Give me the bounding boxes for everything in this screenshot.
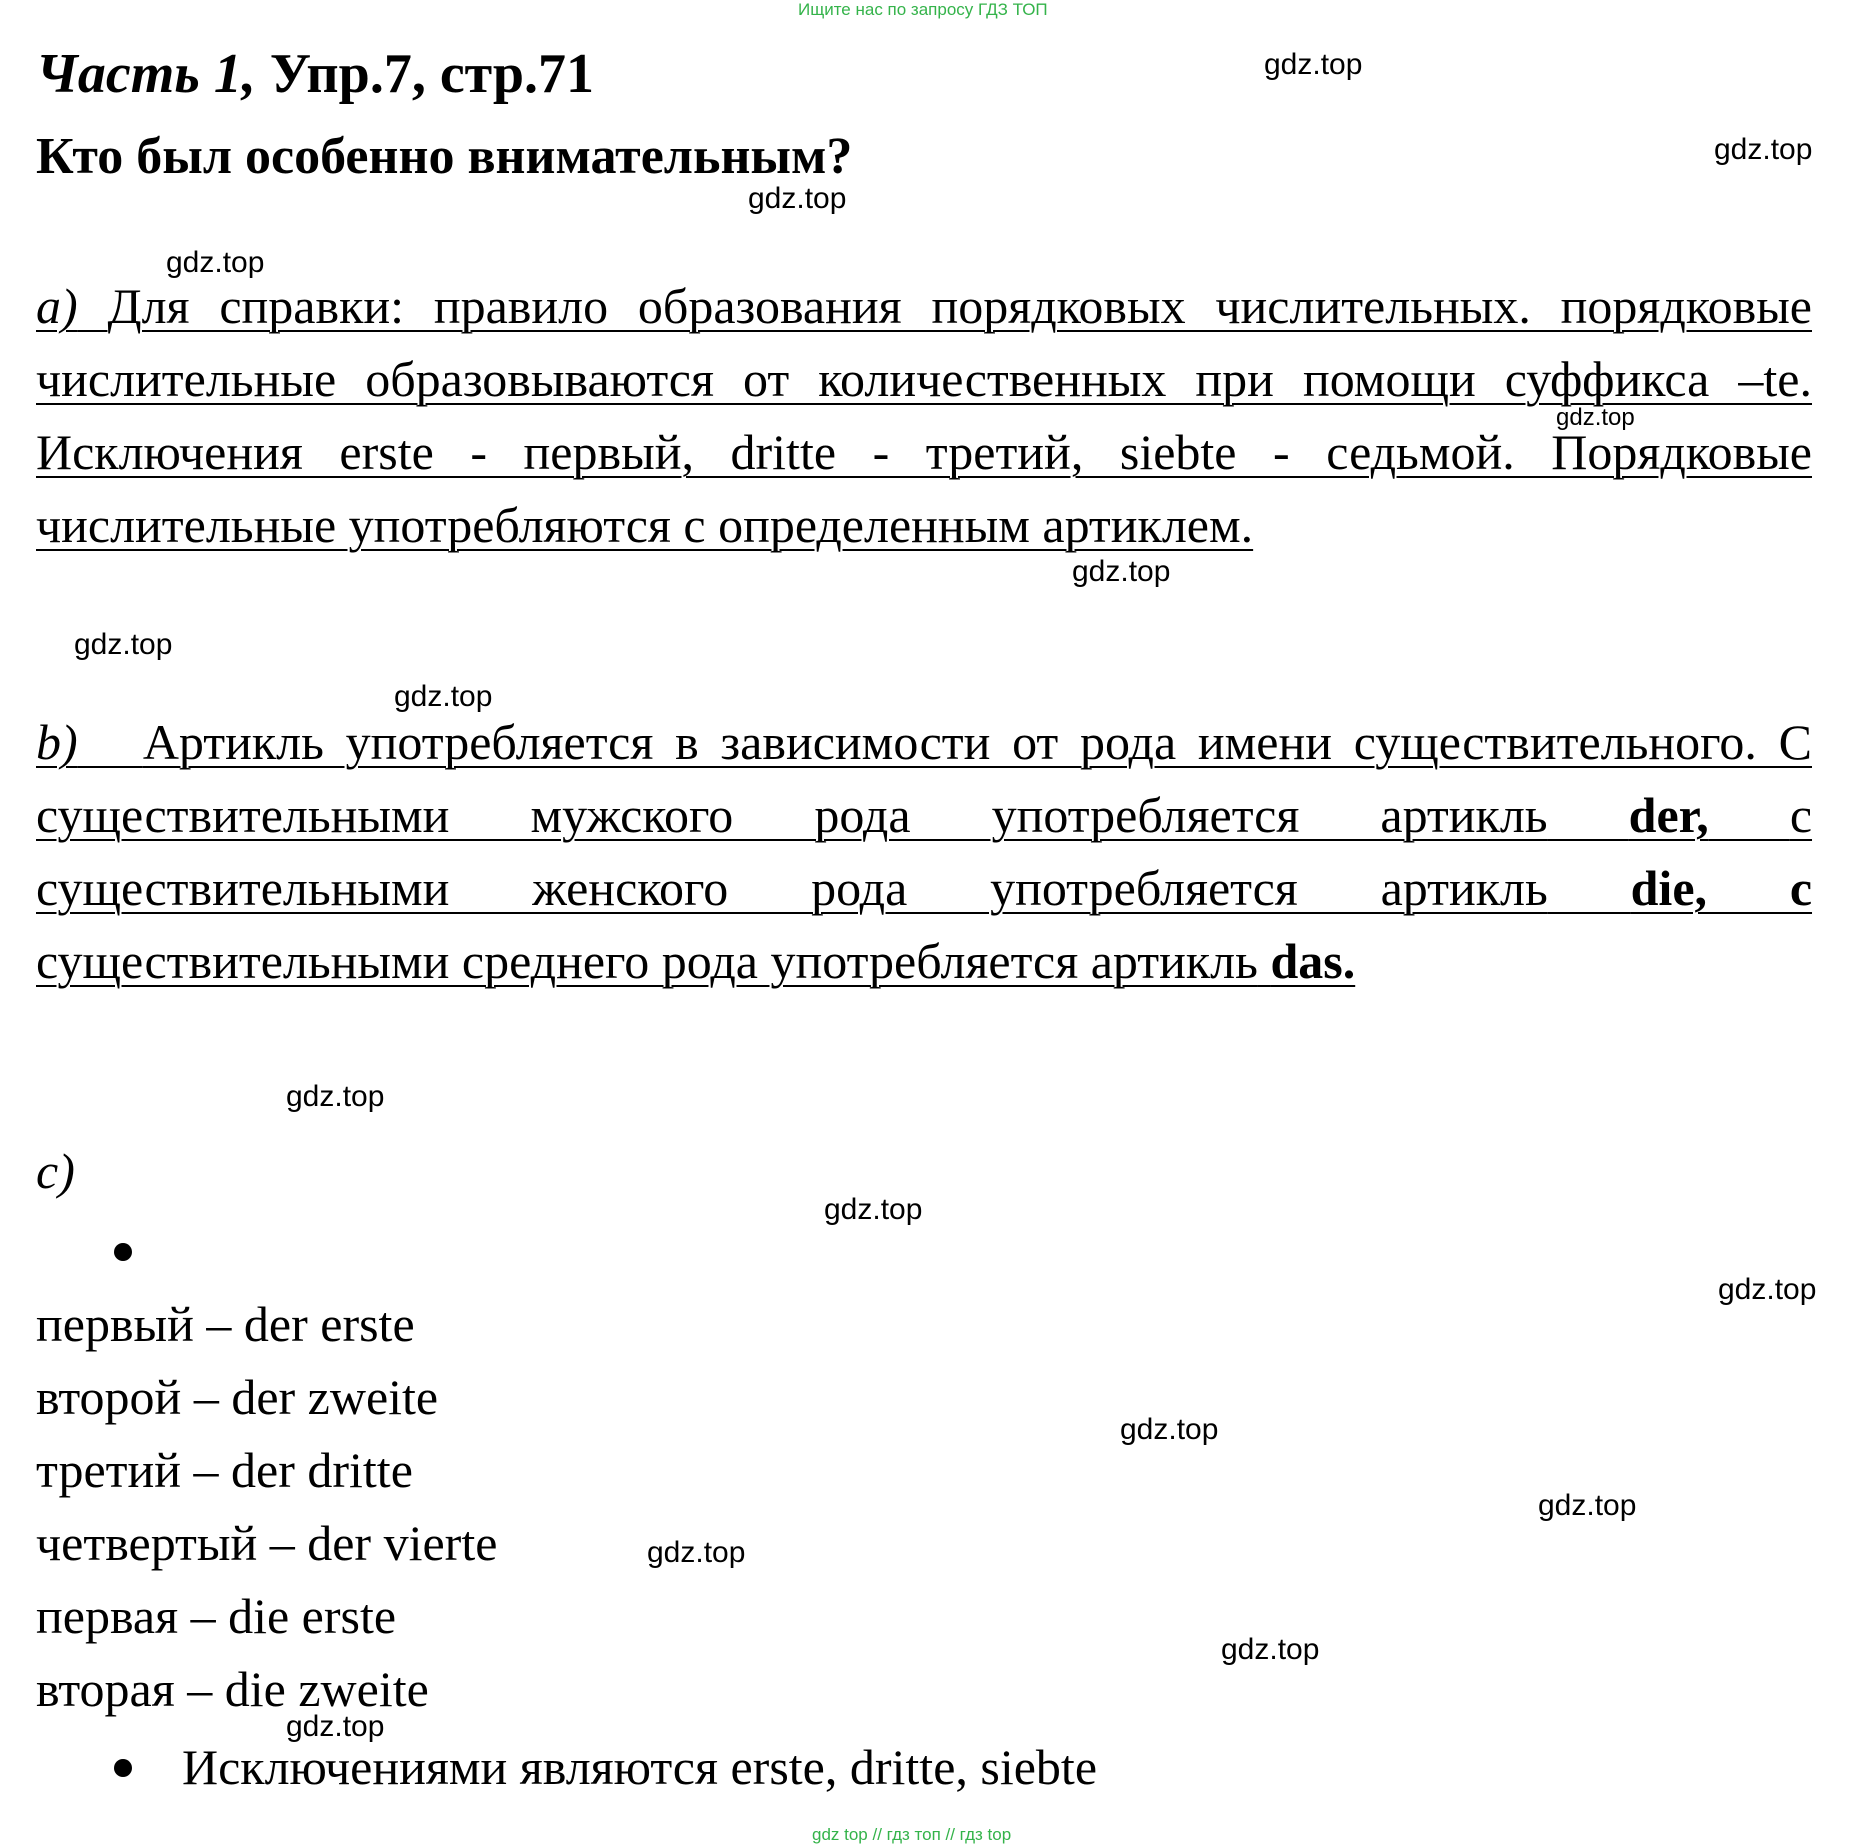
watermark: gdz.top (166, 246, 265, 279)
article-die: die, с (1630, 860, 1813, 916)
ordinal-item: третий – der dritte (36, 1442, 413, 1498)
watermark: gdz.top (1714, 133, 1813, 166)
bullet-icon (114, 1243, 132, 1261)
section-a-label: a) (36, 278, 78, 334)
top-banner: Ищите нас по запросу ГДЗ ТОП (798, 0, 1048, 19)
bullet-icon (114, 1759, 132, 1777)
section-b-text-3: существительными среднего рода употребляется артикль (36, 933, 1258, 989)
ordinal-item: четвертый – der vierte (36, 1515, 498, 1571)
section-b-label: b) (36, 714, 78, 770)
footer-watermark: gdz top // гдз топ // гдз top (812, 1825, 1012, 1844)
watermark: gdz.top (824, 1193, 923, 1226)
watermark: gdz.top (1264, 48, 1363, 81)
section-b-text-1: Артикль употребляется в зависимости от рода имени существительного. С существительными мужского рода употребляется артикль (36, 714, 1812, 843)
ordinal-item: вторая – die zweite (36, 1661, 429, 1717)
ordinal-item: первый – der erste (36, 1296, 415, 1352)
section-a-text: Для справки: правило образования порядковых числительных. порядковые числительные образовываются от количественных при помощи суффикса –te. Исключения erste - первый, dritte - третий, siebte - седьмой. Порядковые числительные употребляются с определенным артиклем. (36, 278, 1812, 553)
ordinal-item: второй – der zweite (36, 1369, 439, 1425)
section-b-text-2: с существительными женского рода употребляется артикль (36, 787, 1813, 916)
watermark: gdz.top (647, 1536, 746, 1569)
watermark: gdz.top (286, 1710, 385, 1743)
title-part: Часть 1, (36, 43, 256, 105)
article-das: das. (1270, 933, 1356, 989)
watermark: gdz.top (286, 1080, 385, 1113)
watermark: gdz.top (1538, 1489, 1637, 1522)
article-der: der, (1628, 787, 1709, 843)
section-b-paragraph (36, 706, 1812, 998)
watermark: gdz.top (394, 680, 493, 713)
watermark: gdz.top (1072, 555, 1171, 588)
exercise-question: Кто был особенно внимательным? (36, 128, 853, 185)
watermark: gdz.top (748, 182, 847, 215)
ordinal-item: первая – die erste (36, 1588, 397, 1644)
watermark: gdz.top (1556, 404, 1635, 431)
watermark: gdz.top (1718, 1273, 1817, 1306)
page-title (36, 42, 594, 106)
section-a-paragraph (36, 270, 1812, 562)
watermark: gdz.top (1120, 1413, 1219, 1446)
title-exercise: Упр.7, стр.71 (255, 43, 595, 105)
section-c-label: c) (36, 1143, 75, 1199)
watermark: gdz.top (1221, 1633, 1320, 1666)
watermark: gdz.top (74, 628, 173, 661)
exceptions-note: Исключениями являются erste, dritte, siebte (182, 1739, 1098, 1795)
